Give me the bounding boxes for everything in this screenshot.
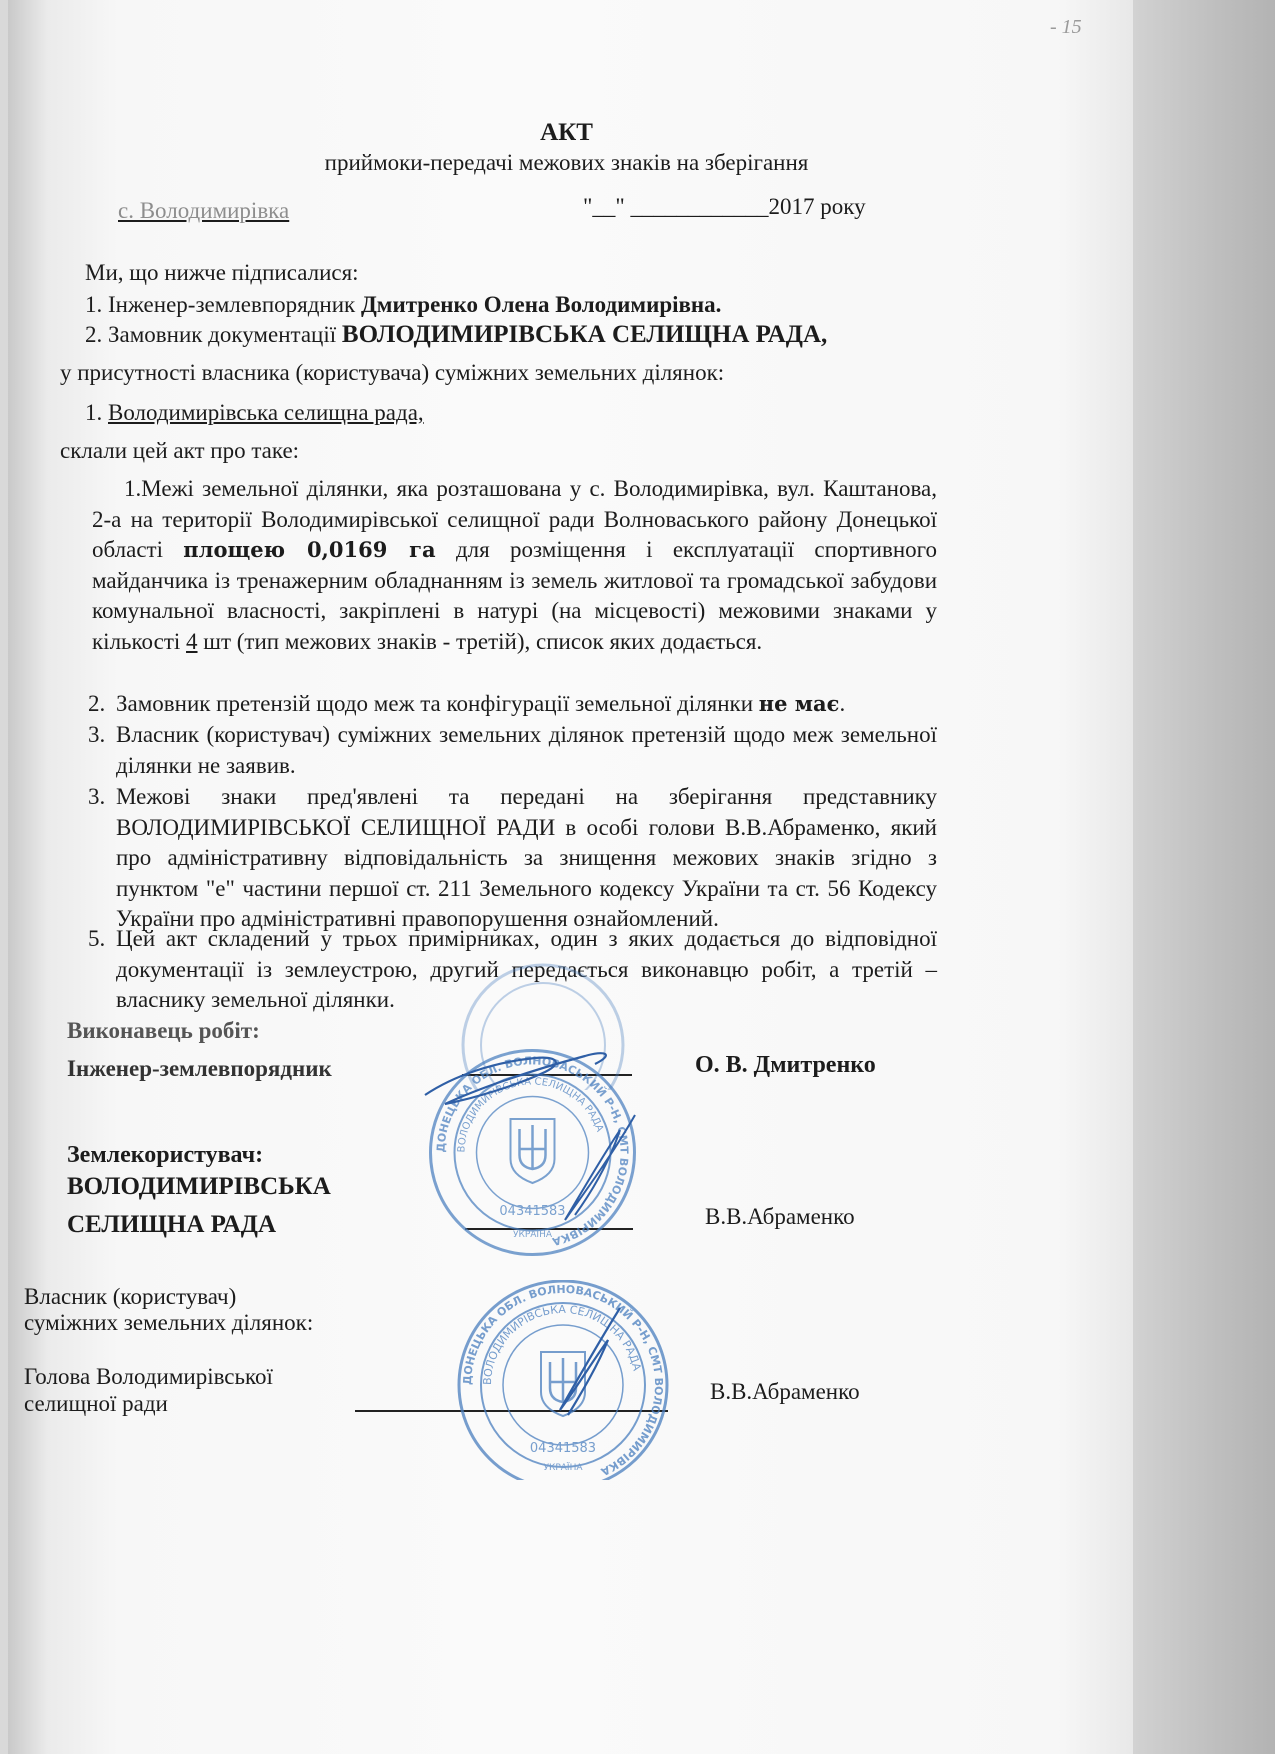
owner-line2: суміжних земельних ділянок: bbox=[24, 1310, 314, 1335]
place-label bbox=[118, 196, 289, 226]
item-3a-text: Власник (користувач) суміжних земельних ділянок претензій щодо меж земельної ділянки не заявив. bbox=[116, 722, 937, 778]
seal-2-code: 04341583 bbox=[529, 1441, 597, 1456]
item-2 bbox=[88, 689, 937, 720]
executor-role: Інженер-землевпорядник bbox=[67, 1056, 332, 1081]
p1-text-b: для розміщення і експлуатації спортивного майданчика із тренажерним обладнанням із земель житлової та громадської забудови комунальної власності, закріплені в натурі (на місцевості) межовими знаками у кількості bbox=[92, 537, 937, 654]
seal-2-outer-text: ДОНЕЦЬКА ОБЛ. ВОЛНОВАСЬКИЙ Р-Н, СМТ ВОЛОДИМИРІВКА bbox=[460, 1282, 666, 1479]
seal-1-inner-text: ВОЛОДИМИРІВСЬКА СЕЛИЩНА РАДА bbox=[456, 1076, 606, 1153]
place-text: с. Володимирівка bbox=[118, 198, 290, 223]
item-3a bbox=[88, 720, 937, 781]
presence-text: у присутності власника (користувача) суміжних земельних ділянок: bbox=[60, 360, 725, 385]
p1-area: площею 0,0169 га bbox=[183, 537, 436, 562]
executor-signature-scribble bbox=[415, 1020, 655, 1240]
signer-2-role: Замовник документації bbox=[108, 322, 342, 347]
paragraph-1 bbox=[92, 474, 937, 657]
document-subtitle: приймоки-передачі межових знаків на зберігання bbox=[324, 150, 809, 175]
seal-2-inner-text: ВОЛОДИМИРІВСЬКА СЕЛИЩНА РАДА bbox=[480, 1302, 644, 1386]
neighbor-name: Володимирівська селищна рада, bbox=[108, 400, 424, 425]
item-3a-num: 3. bbox=[88, 722, 106, 747]
seal-1-code: 04341583 bbox=[499, 1204, 566, 1219]
owner-role-line2: селищної ради bbox=[24, 1391, 168, 1416]
p1-text-c: шт (тип межових знаків - третій), список яких додається. bbox=[197, 628, 763, 654]
item-2-text: Замовник претензій щодо меж та конфігурації земельної ділянки bbox=[116, 691, 759, 716]
owner-line1: Власник (користувач) bbox=[24, 1284, 237, 1309]
owner-name: В.В.Абраменко bbox=[710, 1379, 860, 1404]
item-2-bold: не має bbox=[758, 691, 840, 716]
page-number: - 15 bbox=[1050, 16, 1082, 38]
item-5-num: 5. bbox=[88, 926, 106, 951]
item-5-text: Цей акт складений у трьох примірниках, один з яких додається до відповідної документації із землеустрою, другий передається виконавцю робіт, а третій – власнику земельної ділянки. bbox=[116, 926, 937, 1012]
land-user-org-line1: ВОЛОДИМИРІВСЬКА bbox=[67, 1173, 331, 1200]
owner-role-line1: Голова Володимирівської bbox=[24, 1364, 273, 1389]
seal-1-country: УКРАЇНА bbox=[512, 1230, 553, 1240]
signer-1-name: Дмитренко Олена Володимирівна. bbox=[360, 292, 722, 317]
signer-2-name: ВОЛОДИМИРІВСЬКА СЕЛИЩНА РАДА, bbox=[341, 321, 828, 348]
seal-2-country: УКРАЇНА bbox=[543, 1463, 583, 1473]
land-user-name: В.В.Абраменко bbox=[705, 1204, 855, 1229]
item-2-num: 2. bbox=[88, 691, 106, 716]
executor-heading: Виконавець робіт: bbox=[67, 1018, 260, 1043]
seal-1-outer-text: ДОНЕЦЬКА ОБЛ. ВОЛНОВАСЬКИЙ Р-Н, СМТ ВОЛОДИМИРІВКА bbox=[434, 1054, 631, 1249]
owner-signature-scribble bbox=[520, 1300, 640, 1430]
compiled-text: склали цей акт про таке: bbox=[60, 438, 300, 463]
signer-2 bbox=[85, 320, 827, 350]
p1-text-a: 1.Межі земельної ділянки, яка розташована у с. Володимирівка, вул. Каштанова, 2-а на території Володимирівської селищної ради Волноваського району Донецької області bbox=[92, 476, 937, 562]
land-user-heading: Землекористувач: bbox=[67, 1142, 264, 1168]
item-3b bbox=[88, 782, 937, 935]
date-line: "__" ____________2017 року bbox=[583, 194, 866, 219]
item-2-tail: . bbox=[839, 691, 846, 716]
signer-1-role: Інженер-землевпорядник bbox=[108, 292, 361, 317]
p1-count: 4 bbox=[186, 628, 198, 654]
intro-label: Ми, що нижче підписалися: bbox=[85, 260, 359, 285]
signer-1 bbox=[85, 290, 721, 320]
item-3b-text: Межові знаки пред'явлені та передані на зберігання представнику ВОЛОДИМИРІВСЬКОЇ СЕЛИЩНОЇ РАДИ в особі голови В.В.Абраменко, який про адміністративну відповідальність за знищення межових знаків згідно з пунктом "е" частини першої ст. 211 Земельного кодексу України та ст. 56 Кодексу України про адміністративні правопорушення ознайомлений. bbox=[116, 784, 937, 931]
document-title: АКТ bbox=[540, 119, 593, 146]
signer-1-num: 1. bbox=[85, 292, 103, 317]
intro-text bbox=[85, 258, 359, 288]
neighbor-num: 1. bbox=[85, 400, 103, 425]
land-user-org-line2: СЕЛИЩНА РАДА bbox=[67, 1211, 277, 1238]
item-3b-num: 3. bbox=[88, 784, 106, 809]
scan-edge-shadow bbox=[1133, 0, 1275, 1754]
neighbor-line bbox=[85, 398, 424, 428]
signer-2-num: 2. bbox=[85, 322, 103, 347]
executor-name: О. В. Дмитренко bbox=[695, 1052, 876, 1078]
